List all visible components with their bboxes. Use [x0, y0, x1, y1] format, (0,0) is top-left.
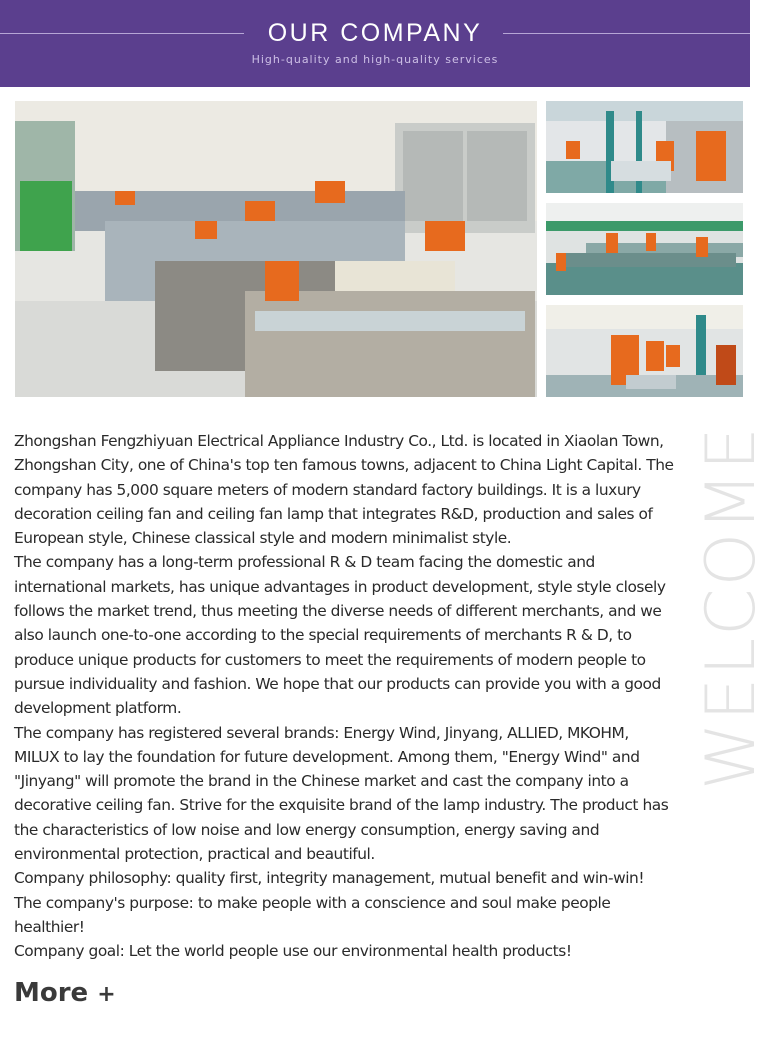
paragraph-purpose: The company's purpose: to make people with a conscience and soul make people healthier!: [14, 893, 611, 936]
more-link[interactable]: [14, 978, 116, 1008]
paragraph-goal: Company goal: Let the world people use our environmental health products!: [14, 942, 572, 961]
paragraph-intro: Zhongshan Fengzhiyuan Electrical Appliance Industry Co., Ltd. is located in Xiaolan Town, Zhongshan City, one of China's top ten famous towns, adjacent to China Light Capital. The company has 5,000 square meters of modern standard factory buildings. It is a luxury decoration ceiling fan and ceiling fan lamp that integrates R&D, production and sales of European style, Chinese classical style and modern minimalist style.: [14, 432, 674, 548]
more-label: More: [14, 978, 89, 1008]
plus-icon: +: [97, 982, 116, 1007]
paragraph-brands: The company has registered several brands: Energy Wind, Jinyang, ALLIED, MKOHM, MILUX to lay the foundation for future development. Among them, "Energy Wind" and "Jinyang" will promote the brand in the Chinese market and cast the company into a decorative ceiling fan. Strive for the exquisite brand of the lamp industry. The product has the characteristics of low noise and low energy consumption, energy saving and environmental protection, practical and beautiful.: [14, 723, 669, 864]
page-title: OUR COMPANY: [267, 19, 483, 47]
welcome-watermark: WELCOME: [692, 425, 771, 790]
page-header: [0, 0, 750, 87]
office-photo: [15, 101, 537, 397]
paragraph-philosophy: Company philosophy: quality first, integrity management, mutual benefit and win-win!: [14, 869, 645, 888]
page-subtitle: High-quality and high-quality services: [251, 53, 499, 66]
assembly-worker-photo: [546, 305, 743, 397]
company-description: [14, 429, 674, 964]
factory-line-photo: [546, 101, 743, 193]
paragraph-rd-team: The company has a long-term professional R & D team facing the domestic and international markets, has unique advantages in product development, style style closely follows the market trend, thus meeting the diverse needs of different merchants, and we also launch one-to-one according to the special requirements of merchants R & D, to produce unique products for customers to meet the requirements of modern people to pursue individuality and fashion. We hope that our products can provide you with a good development platform.: [14, 553, 666, 718]
factory-hall-photo: [546, 203, 743, 295]
